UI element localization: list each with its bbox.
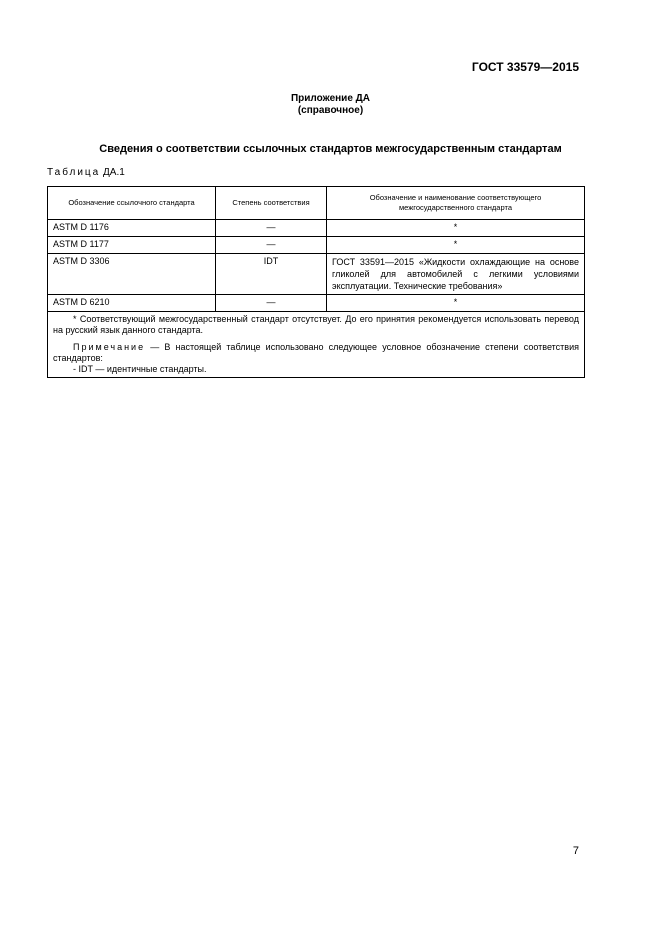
page-number: 7	[572, 845, 579, 857]
table-row	[48, 237, 585, 254]
note-item: - IDT — идентичные стандарты.	[73, 364, 207, 374]
cell-reference: ASTM D 6210	[48, 295, 216, 312]
table-row	[48, 295, 585, 312]
note-label: Примечание	[73, 342, 146, 352]
table-footnote-row	[48, 312, 585, 378]
note-paragraph	[53, 342, 579, 364]
cell-interstate: *	[327, 295, 585, 312]
table-row	[48, 254, 585, 295]
note-text: — В настоящей таблице использовано следующее условное обозначение степени соответствия стандартов:	[53, 342, 579, 363]
cell-degree: —	[216, 237, 327, 254]
annex-title: Приложение ДА	[290, 93, 371, 104]
cell-reference: ASTM D 3306	[48, 254, 216, 295]
table-caption-number: ДА.1	[103, 167, 125, 178]
cell-interstate: *	[327, 220, 585, 237]
cell-interstate: *	[327, 237, 585, 254]
annex-subtitle: (справочное)	[297, 105, 364, 116]
cell-reference: ASTM D 1177	[48, 237, 216, 254]
footnote-text: * Соответствующий межгосударственный стандарт отсутствует. До его принятия рекомендуется использовать перевод на русский язык данного стандарта.	[53, 314, 579, 335]
table-caption-label: Таблица	[47, 167, 101, 178]
table-caption	[47, 167, 125, 178]
cell-interstate: ГОСТ 33591—2015 «Жидкости охлаждающие на основе гликолей для автомобилей с легкими условиями эксплуатации. Технические требования»	[327, 254, 585, 295]
annex-heading	[0, 93, 661, 117]
cell-degree: —	[216, 220, 327, 237]
cell-degree: —	[216, 295, 327, 312]
column-header-degree: Степень соответствия	[216, 187, 327, 220]
cell-degree: IDT	[216, 254, 327, 295]
document-code-header: ГОСТ 33579—2015	[471, 60, 579, 74]
footnote-cell	[48, 312, 585, 378]
column-header-interstate: Обозначение и наименование соответствующего межгосударственного стандарта	[327, 187, 585, 220]
table-header-row	[48, 187, 585, 220]
cell-reference: ASTM D 1176	[48, 220, 216, 237]
table-row	[48, 220, 585, 237]
correspondence-table	[47, 186, 585, 378]
column-header-reference: Обозначение ссылочного стандарта	[48, 187, 216, 220]
section-title: Сведения о соответствии ссылочных стандартов межгосударственным стандартам	[99, 143, 562, 155]
